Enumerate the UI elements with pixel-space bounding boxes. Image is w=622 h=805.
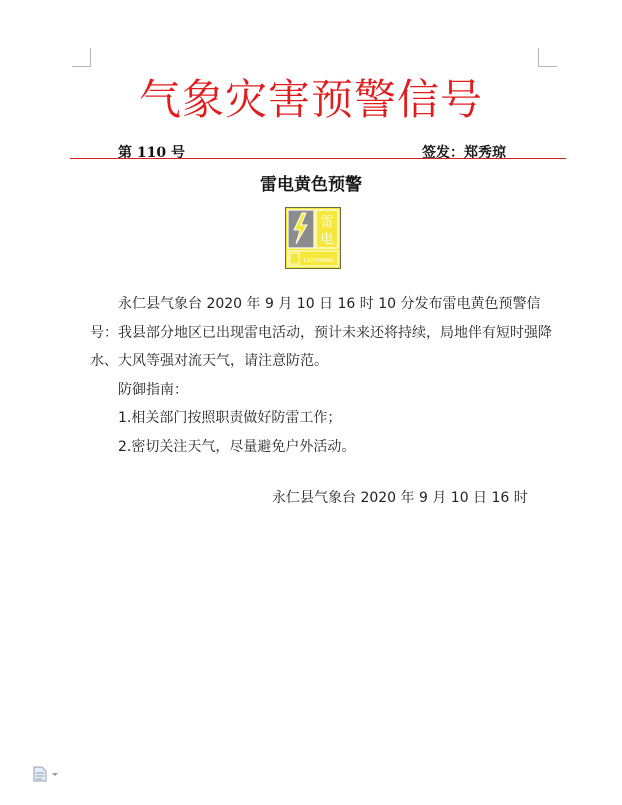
guidance-item: 1.相关部门按照职责做好防雷工作；: [118, 410, 342, 426]
document-title: 气象灾害预警信号: [138, 75, 483, 124]
warning-paragraph: 永仁县气象台 2020 年 9 月 10 日 16 时 10 分发布雷电黄色预警信号：我县部分地区已出现雷电活动，预计未来还将持续，局地伴有短时强降水、大风等强对流天气，请注意防范。: [90, 296, 552, 369]
signal-label: LIGHTNING: [303, 258, 335, 264]
guidance-heading: 防御指南：: [118, 381, 188, 398]
lightning-yellow-warning-icon: [285, 207, 341, 269]
warning-heading: 雷电黄色预警: [260, 175, 362, 195]
warning-body: [90, 290, 552, 461]
signal-char-top: 雷: [320, 215, 334, 230]
chevron-down-icon: [52, 773, 58, 776]
document-icon: [34, 767, 46, 781]
issue-number: 第 110 号: [118, 145, 185, 161]
signer: 签发：郑秀琼: [422, 145, 506, 161]
margin-marker-top-right: [538, 48, 557, 67]
signal-emblem: [290, 253, 299, 264]
document-status-button[interactable]: [33, 766, 61, 782]
margin-marker-top-left: [72, 48, 91, 67]
guidance-item: 2.密切关注天气，尽量避免户外活动。: [118, 438, 356, 455]
signal-char-bottom: 电: [320, 232, 334, 247]
header-rule: [70, 158, 566, 159]
signoff: 永仁县气象台 2020 年 9 月 10 日 16 时: [272, 490, 528, 506]
